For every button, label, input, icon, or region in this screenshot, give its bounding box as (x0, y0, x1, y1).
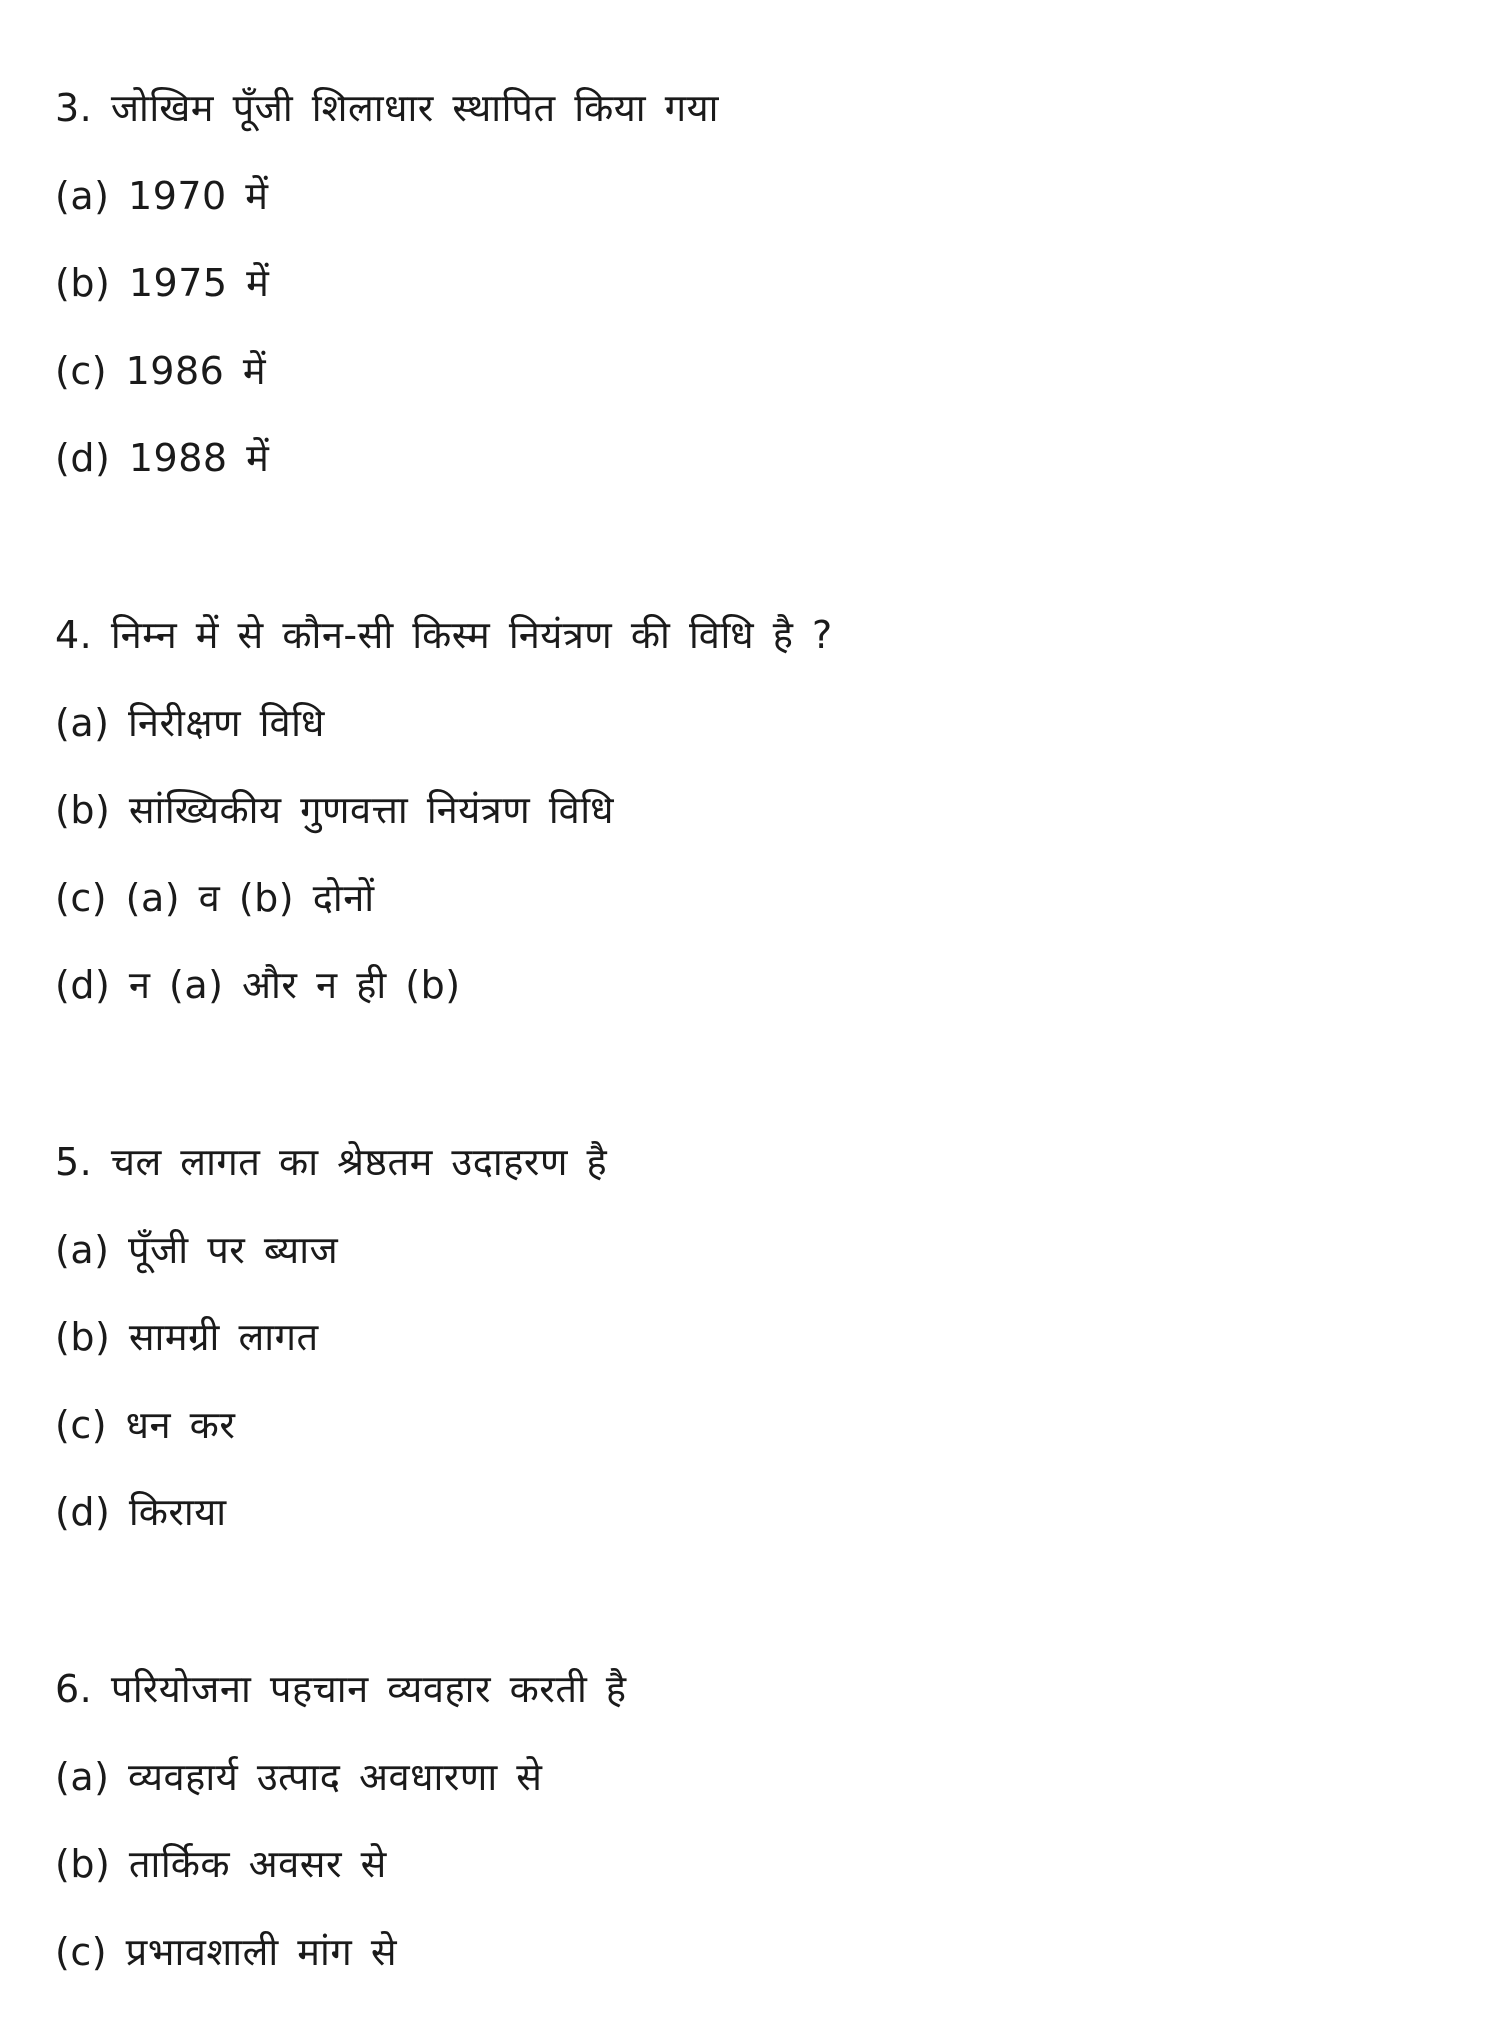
question-5-option-c: (c) धन कर (55, 1403, 236, 1447)
question-6-option-b: (b) तार्किक अवसर से (55, 1842, 387, 1886)
question-6-option-c: (c) प्रभावशाली मांग से (55, 1930, 398, 1974)
question-4-option-d: (d) न (a) और न ही (b) (55, 963, 461, 1007)
question-3-option-b: (b) 1975 में (55, 261, 270, 305)
question-4-text: 4. निम्न में से कौन-सी किस्म नियंत्रण की विधि है ? (55, 613, 833, 657)
question-4-option-b: (b) सांख्यिकीय गुणवत्ता नियंत्रण विधि (55, 788, 614, 832)
question-6-option-a: (a) व्यवहार्य उत्पाद अवधारणा से (55, 1755, 543, 1799)
question-6-text: 6. परियोजना पहचान व्यवहार करती है (55, 1667, 627, 1711)
question-3-option-c: (c) 1986 में (55, 349, 267, 393)
question-4-option-a: (a) निरीक्षण विधि (55, 701, 325, 745)
question-5-option-b: (b) सामग्री लागत (55, 1315, 319, 1359)
question-3-option-d: (d) 1988 में (55, 436, 270, 480)
question-5-option-d: (d) किराया (55, 1490, 227, 1534)
question-4-option-c: (c) (a) व (b) दोनों (55, 876, 375, 920)
question-5-text: 5. चल लागत का श्रेष्ठतम उदाहरण है (55, 1140, 608, 1184)
question-3-text: 3. जोखिम पूँजी शिलाधार स्थापित किया गया (55, 86, 719, 130)
question-3-option-a: (a) 1970 में (55, 174, 269, 218)
question-5-option-a: (a) पूँजी पर ब्याज (55, 1228, 339, 1272)
